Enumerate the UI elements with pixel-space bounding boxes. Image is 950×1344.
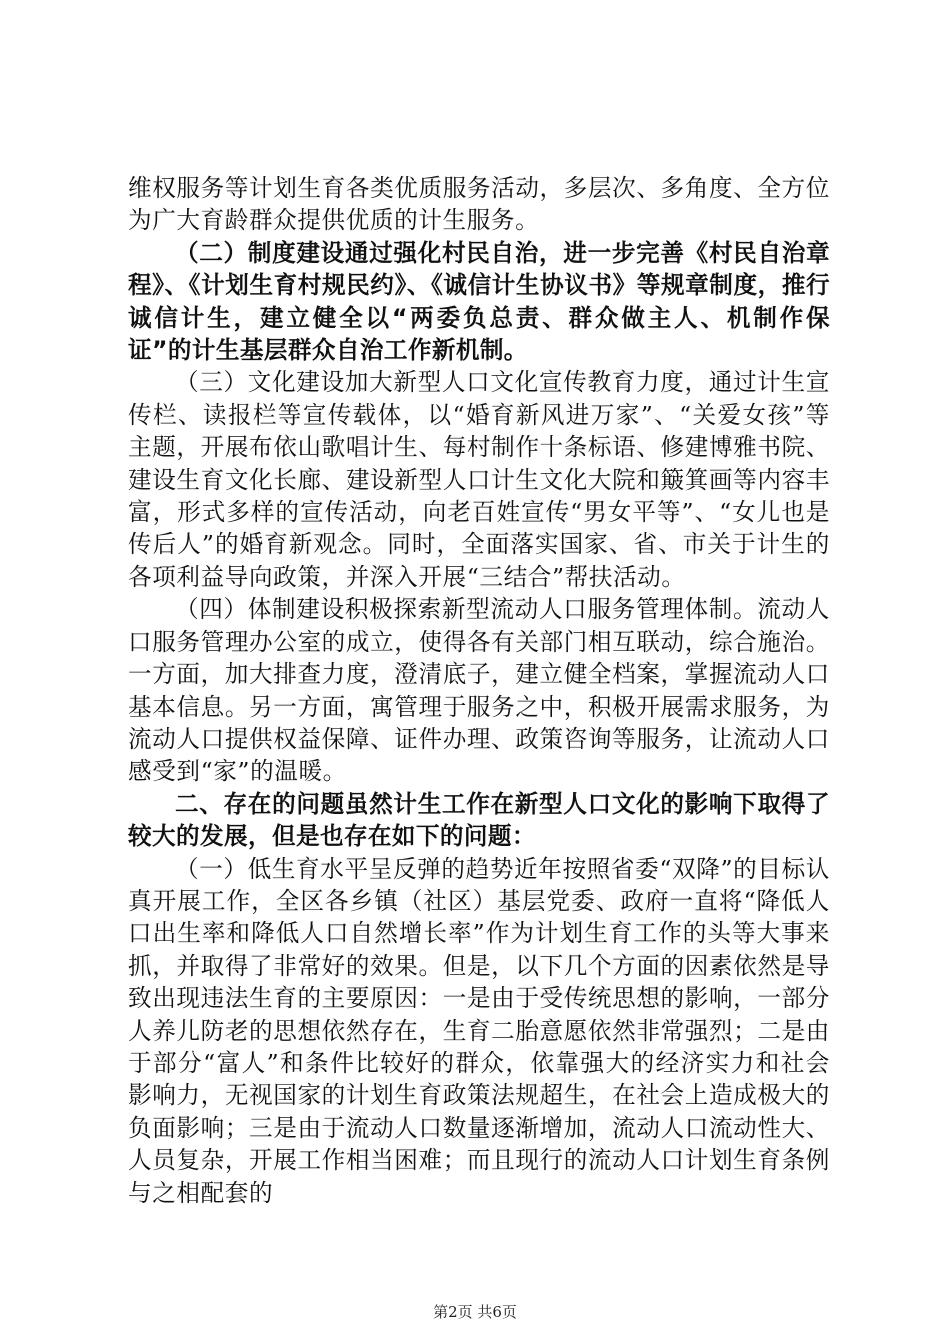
paragraph: （三）文化建设加大新型人口文化宣传教育力度，通过计生宣传栏、读报栏等宣传载体，以“婚育新风进万家”、“关爱女孩”等主题，开展布依山歌唱计生、每村制作十条标语、修建博雅书院、建设生育文化长廊、建设新型人口计生文化大院和簸箕画等内容丰富，形式多样的宣传活动，向老百姓宣传“男女平等”、“女儿也是传后人”的婚育新观念。同时，全面落实国家、省、市关于计生的各项利益导向政策，并深入开展“三结合”帮扶活动。: [128, 368, 830, 591]
paragraph: 维权服务等计划生育各类优质服务活动，多层次、多角度、全方位为广大育龄群众提供优质的计生服务。: [128, 174, 830, 235]
paragraph: （二）制度建设通过强化村民自治，进一步完善《村民自治章程》、《计划生育村规民约》、《诚信计生协议书》等规章制度，推行诚信计生，建立健全以“两委负总责、群众做主人、机制作保证”的计生基层群众自治工作新机制。: [128, 238, 830, 365]
section-heading-paragraph: 二、存在的问题虽然计生工作在新型人口文化的影响下取得了较大的发展，但是也存在如下的问题：: [128, 789, 830, 851]
paragraph: （四）体制建设积极探索新型流动人口服务管理体制。流动人口服务管理办公室的成立，使得各有关部门相互联动，综合施治。一方面，加大排查力度，澄清底子，建立健全档案，掌握流动人口基本信息。另一方面，寓管理于服务之中，积极开展需求服务，为流动人口提供权益保障、证件办理、政策咨询等服务，让流动人口感受到“家”的温暖。: [128, 595, 830, 786]
paragraph: （一）低生育水平呈反弹的趋势近年按照省委“双降”的目标认真开展工作，全区各乡镇（社区）基层党委、政府一直将“降低人口出生率和降低人口自然增长率”作为计划生育工作的头等大事来抓，并取得了非常好的效果。但是，以下几个方面的因素依然是导致出现违法生育的主要原因：一是由于受传统思想的影响，一部分人养儿防老的思想依然存在，生育二胎意愿依然非常强烈；二是由于部分“富人”和条件比较好的群众，依靠强大的经济实力和社会影响力，无视国家的计划生育政策法规超生，在社会上造成极大的负面影响；三是由于流动人口数量逐渐增加，流动人口流动性大、人员复杂，开展工作相当困难；而且现行的流动人口计划生育条例与之相配套的: [128, 854, 830, 1207]
document-body: [128, 172, 830, 1209]
page-number-footer: 第2页 共6页: [433, 1303, 517, 1321]
